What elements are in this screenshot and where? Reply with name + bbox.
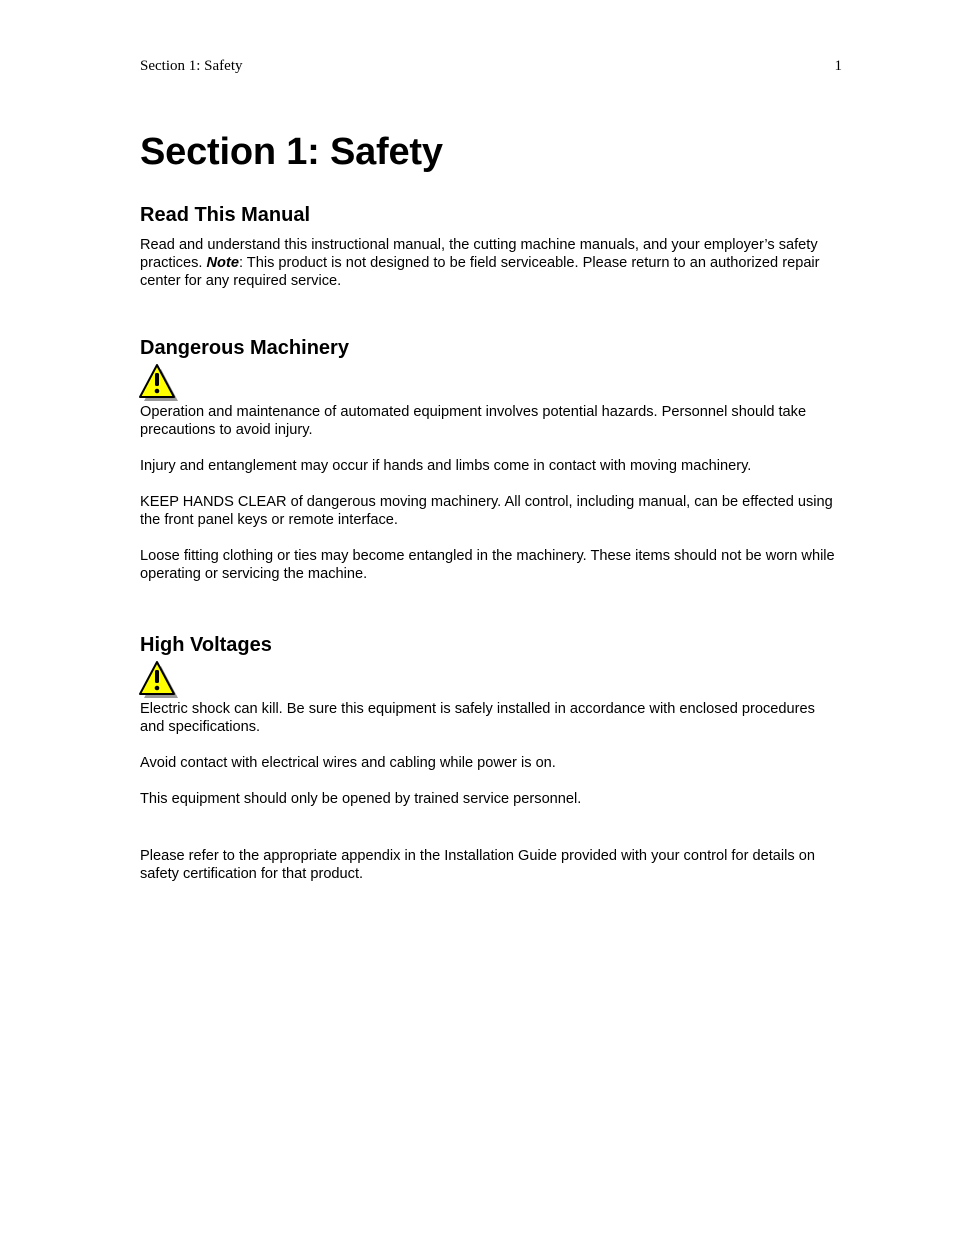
section-heading-high-voltages: High Voltages [140, 634, 272, 656]
closing-note-paragraph: Please refer to the appropriate appendix in the Installation Guide provided with your control for details on safety certification for that product. [140, 848, 815, 882]
running-header [140, 57, 842, 77]
dangerous-machinery-paragraph-1: Operation and maintenance of automated equipment involves potential hazards. Personnel should take precautions to avoid injury. [140, 404, 807, 438]
warning-triangle-icon [138, 363, 178, 403]
section-dangerous-machinery [140, 336, 842, 583]
section-read-this-manual [140, 203, 842, 290]
section-heading-read-manual: Read This Manual [140, 204, 311, 226]
section-heading-dangerous-machinery: Dangerous Machinery [140, 337, 349, 359]
dangerous-machinery-paragraph-2: Injury and entanglement may occur if hands and limbs come in contact with moving machinery. [140, 458, 752, 474]
high-voltages-paragraph-3: This equipment should only be opened by trained service personnel. [140, 791, 582, 807]
warning-triangle-icon [138, 660, 178, 700]
dangerous-machinery-paragraph-4: Loose fitting clothing or ties may become entangled in the machinery. These items should not be worn while operating or servicing the machine. [140, 548, 835, 582]
high-voltages-paragraph-1: Electric shock can kill. Be sure this equipment is safely installed in accordance with enclosed procedures and specifications. [140, 701, 815, 735]
section-high-voltages [140, 633, 842, 808]
high-voltages-paragraph-2: Avoid contact with electrical wires and cabling while power is on. [140, 755, 556, 771]
read-manual-paragraph [140, 236, 842, 290]
note-label: Note [206, 255, 239, 271]
header-page-number: 1 [834, 58, 842, 74]
dangerous-machinery-paragraph-3: KEEP HANDS CLEAR of dangerous moving machinery. All control, including manual, can be effected using the front panel keys or remote interface. [140, 494, 833, 528]
document-page [140, 0, 842, 1235]
header-section-title: Section 1: Safety [140, 58, 243, 74]
read-manual-text-before-note: Read and understand this instructional manual, the cutting machine manuals, and your employer’s safety practices. [140, 237, 818, 271]
read-manual-text-after-note: : This product is not designed to be field serviceable. Please return to an authorized repair center for any required service. [140, 255, 820, 289]
page-title: Section 1: Safety [140, 131, 443, 173]
